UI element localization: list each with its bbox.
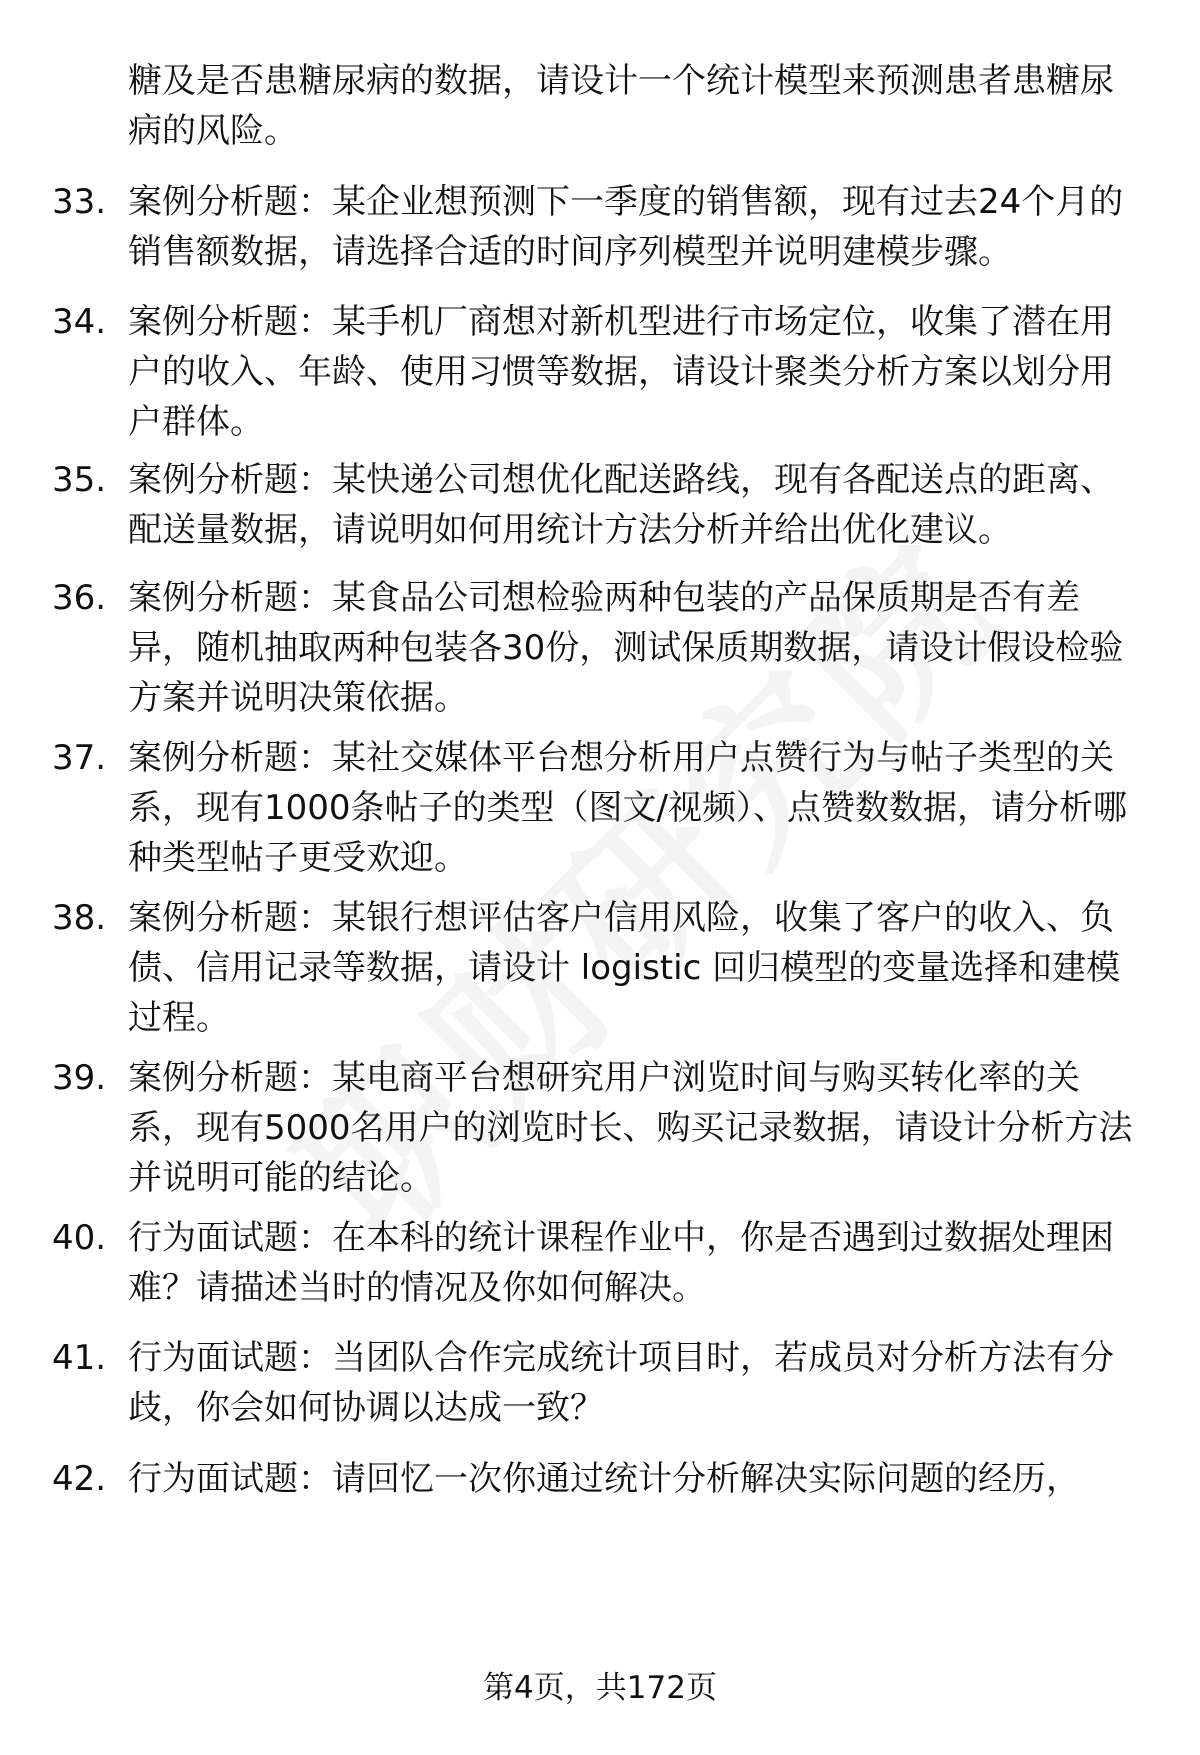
question-number: 34. [52,302,107,342]
question-text: 案例分析题：某企业想预测下一季度的销售额，现有过去24个月的销售额数据，请选择合适的时间序列模型并说明建模步骤。 [128,182,1124,272]
question-text: 案例分析题：某食品公司想检验两种包装的产品保质期是否有差异，随机抽取两种包装各30份，测试保质期数据，请设计假设检验方案并说明决策依据。 [128,578,1124,718]
page-footer: 第4页，共172页 [483,1670,717,1706]
question-number: 33. [52,182,107,222]
question-text: 行为面试题：在本科的统计课程作业中，你是否遇到过数据处理困难？请描述当时的情况及你如何解决。 [128,1218,1114,1308]
question-item-36 [52,573,1142,723]
question-item-42 [52,1454,1142,1504]
question-item-33 [52,177,1142,277]
question-item-34 [52,297,1142,447]
question-text: 案例分析题：某社交媒体平台想分析用户点赞行为与帖子类型的关系，现有1000条帖子的类型（图文/视频）、点赞数数据，请分析哪种类型帖子更受欢迎。 [128,738,1127,878]
question-item-37 [52,733,1142,883]
question-number: 38. [52,898,107,938]
question-item-40 [52,1213,1142,1313]
question-text: 案例分析题：某银行想评估客户信用风险，收集了客户的收入、负债、信用记录等数据，请设计 logistic 回归模型的变量选择和建模过程。 [128,898,1121,1038]
question-item-39 [52,1053,1142,1203]
question-text: 案例分析题：某快递公司想优化配送路线，现有各配送点的距离、配送量数据，请说明如何用统计方法分析并给出优化建议。 [128,460,1114,550]
question-text: 行为面试题：当团队合作完成统计项目时，若成员对分析方法有分歧，你会如何协调以达成一致？ [128,1338,1114,1428]
question-item-35 [52,455,1142,555]
question-number: 42. [52,1459,107,1499]
continued-question-text: 糖及是否患糖尿病的数据，请设计一个统计模型来预测患者患糖尿病的风险。 [128,61,1114,151]
question-number: 40. [52,1218,107,1258]
question-number: 36. [52,578,107,618]
question-item-41 [52,1333,1142,1433]
question-number: 39. [52,1058,107,1098]
question-item-38 [52,893,1142,1043]
question-number: 35. [52,460,107,500]
question-text: 行为面试题：请回忆一次你通过统计分析解决实际问题的经历， [128,1459,1080,1499]
question-number: 41. [52,1338,107,1378]
question-text: 案例分析题：某手机厂商想对新机型进行市场定位，收集了潜在用户的收入、年龄、使用习惯等数据，请设计聚类分析方案以划分用户群体。 [128,302,1114,442]
question-number: 37. [52,738,107,778]
question-text: 案例分析题：某电商平台想研究用户浏览时间与购买转化率的关系，现有5000名用户的浏览时长、购买记录数据，请设计分析方法并说明可能的结论。 [128,1058,1133,1198]
